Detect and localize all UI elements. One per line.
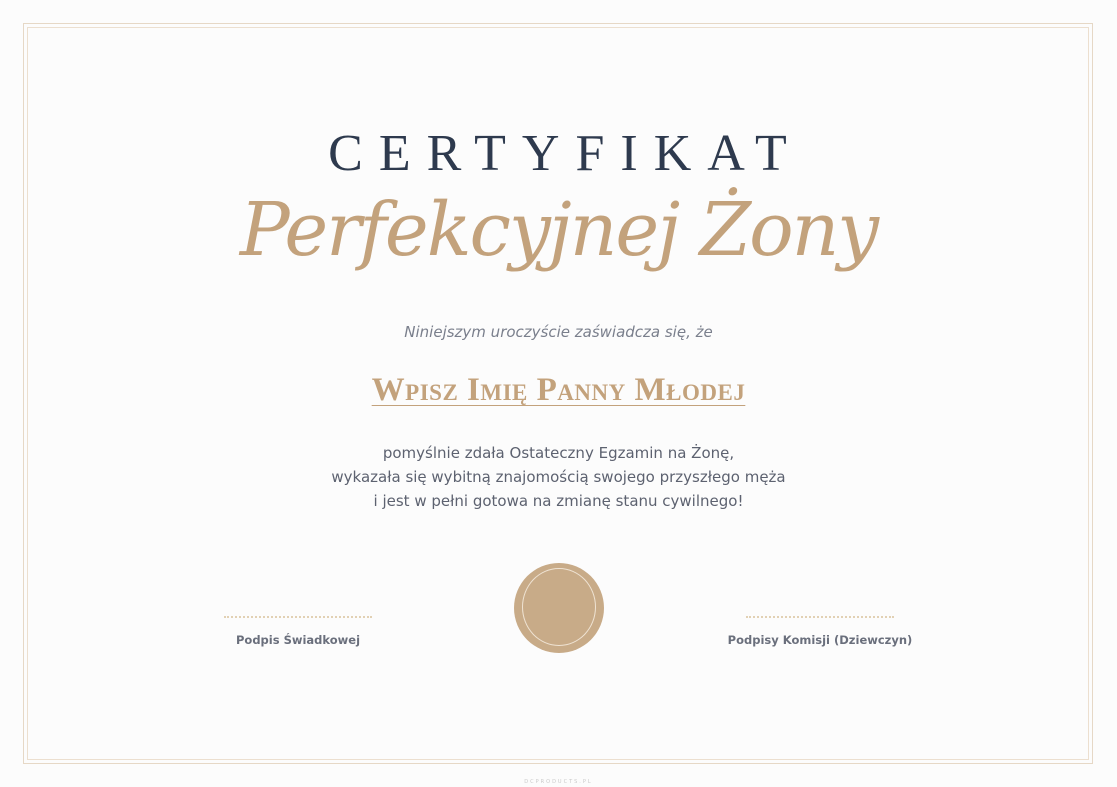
bride-name-field[interactable]: Wpisz Imię Panny Młodej <box>371 372 746 408</box>
committee-signature-label: Podpisy Komisji (Dziewczyn) <box>727 633 913 647</box>
certificate-subtitle: Perfekcyjnej Żony <box>239 187 878 273</box>
certificate-title: CERTYFIKAT <box>328 125 803 182</box>
witness-signature-line <box>224 616 372 618</box>
body-line: wykazała się wybitną znajomością swojego przyszłego męża <box>331 468 786 486</box>
body-line: pomyślnie zdała Ostateczny Egzamin na Żonę, <box>382 444 735 462</box>
certificate-body <box>0 441 1117 513</box>
seal-ring <box>522 568 596 646</box>
footer-brand: DCPRODUCTS.PL <box>524 779 593 785</box>
witness-signature-label: Podpis Świadkowej <box>235 633 361 647</box>
intro-text: Niniejszym uroczyście zaświadcza się, że <box>404 323 713 341</box>
seal-icon <box>514 563 604 653</box>
committee-signature-line <box>746 616 894 618</box>
body-line: i jest w pełni gotowa na zmianę stanu cywilnego! <box>373 492 744 510</box>
